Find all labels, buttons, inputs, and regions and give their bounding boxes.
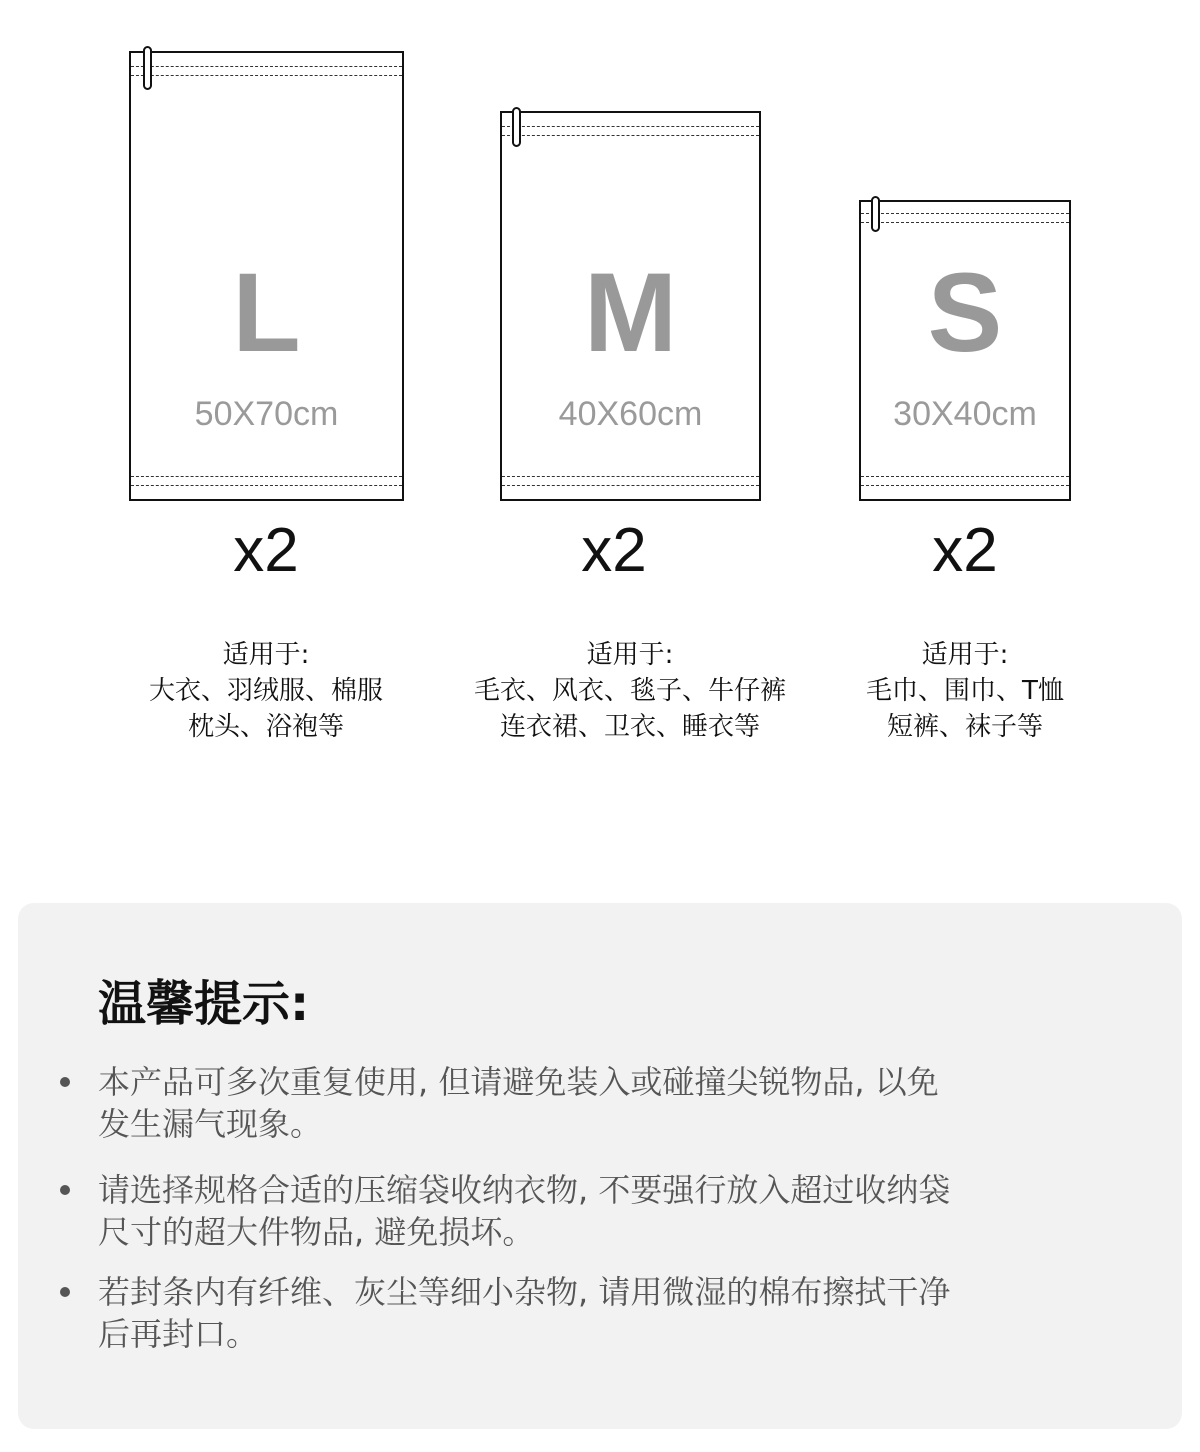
size-dimensions: 40X60cm	[558, 395, 703, 433]
size-letter: S	[927, 250, 1003, 375]
usage-line: 大衣、羽绒服、棉服	[148, 676, 383, 706]
seal-line	[861, 222, 1069, 223]
tip-line: 若封条内有纤维、灰尘等细小杂物, 请用微湿的棉布擦拭干净	[98, 1273, 951, 1311]
usage-label: 适用于:	[222, 640, 310, 670]
usage-line: 毛衣、风衣、毯子、牛仔裤	[473, 676, 786, 706]
size-dimensions: 50X70cm	[194, 395, 339, 433]
seal-line	[861, 213, 1069, 214]
size-dimensions: 30X40cm	[893, 395, 1037, 433]
bullet-dot	[60, 1185, 70, 1195]
tip-item	[98, 1061, 1078, 1145]
usage-label: 适用于:	[586, 640, 674, 670]
usage-line: 连衣裙、卫衣、睡衣等	[499, 712, 760, 742]
seal-line	[861, 485, 1069, 486]
bullet-dot	[60, 1077, 70, 1087]
zipper-clip-icon	[143, 46, 152, 90]
usage-line: 毛巾、围巾、T恤	[866, 676, 1064, 706]
zipper-clip-icon	[512, 107, 521, 147]
zipper-clip-icon	[871, 196, 880, 232]
seal-line	[502, 126, 759, 127]
tip-line: 尺寸的超大件物品, 避免损坏。	[98, 1213, 535, 1251]
size-quantity: x2	[932, 516, 998, 585]
usage-m	[440, 637, 820, 745]
usage-label: 适用于:	[921, 640, 1009, 670]
bag-l-illustration	[129, 51, 404, 501]
usage-l	[116, 637, 416, 745]
usage-line: 枕头、浴袍等	[187, 712, 344, 742]
bag-s-illustration	[859, 200, 1071, 501]
seal-line	[502, 476, 759, 477]
bag-m-illustration	[500, 111, 761, 501]
tip-item	[98, 1169, 1078, 1253]
seal-line	[131, 485, 402, 486]
bullet-dot	[60, 1287, 70, 1297]
seal-line	[131, 66, 402, 67]
size-quantity: x2	[581, 516, 647, 585]
seal-line	[131, 75, 402, 76]
size-quantity: x2	[233, 516, 299, 585]
tip-line: 发生漏气现象。	[98, 1105, 323, 1143]
tip-item	[98, 1271, 1078, 1355]
tips-title: 温馨提示:	[98, 976, 310, 1032]
seal-line	[131, 476, 402, 477]
usage-line: 短裤、袜子等	[886, 712, 1043, 742]
seal-line	[861, 476, 1069, 477]
size-letter: M	[583, 250, 678, 375]
tip-line: 后再封口。	[98, 1315, 259, 1353]
tip-line: 本产品可多次重复使用, 但请避免装入或碰撞尖锐物品, 以免	[98, 1063, 939, 1101]
tip-line: 请选择规格合适的压缩袋收纳衣物, 不要强行放入超过收纳袋	[98, 1171, 951, 1209]
usage-s	[825, 637, 1105, 745]
size-letter: L	[232, 250, 301, 375]
seal-line	[502, 135, 759, 136]
seal-line	[502, 485, 759, 486]
